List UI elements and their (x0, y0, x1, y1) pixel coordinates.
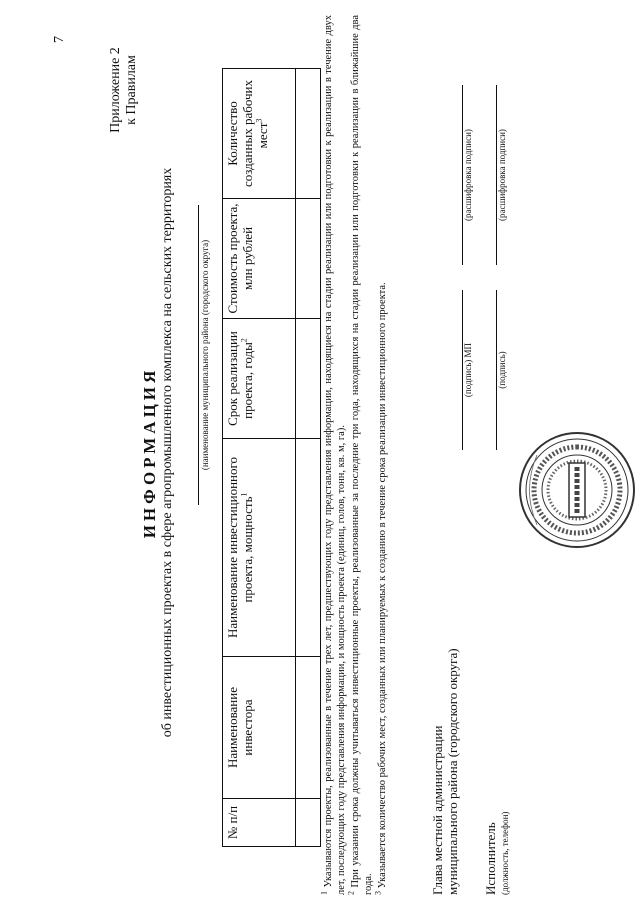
document-title: ИНФОРМАЦИЯ (140, 366, 159, 539)
header-cell-investor: Наименование инвестора (223, 657, 296, 799)
appendix-line-1: Приложение 2 (108, 47, 123, 133)
page-number: 7 (52, 36, 67, 43)
decode-caption-1: (расшифровка подписи) (463, 129, 473, 221)
header-cell-cost: Стоимость проекта, млн рублей (223, 199, 296, 319)
document-subtitle: об инвестиционных проектах в сфере агропромышленного комплекса на сельских территориях (160, 167, 175, 738)
head-sign-field (462, 290, 473, 450)
table-row (296, 69, 321, 847)
appendix-note (108, 25, 140, 155)
sign-mp-caption: (подпись) МП (463, 342, 473, 398)
executor-decode-field (496, 85, 507, 265)
footnote-2: $^2$ При указании срока должны учитываться инвестиционные проекты, реализованные за последние три года, находящихся на стадии реализации или подготовки к реализации в ближайшие два года. (346, 14, 375, 895)
investment-table (222, 68, 321, 847)
footnote-3: $^3$ Указывается количество рабочих мест, созданных или планируемых к созданию в течение срока реализации инвестиционного проекта. (373, 282, 388, 895)
header-cell-number: № п/п (223, 799, 296, 847)
footnote-1: $^1$ Указываются проекты, реализованные в течение трех лет, предшествующих году представления информации, находящиеся на стадии реализации или подготовки к реализации в течение двух лет, последующих году представления информации, и мощность проекта (единиц, голов, тонн, кв. м, га). (319, 14, 348, 895)
appendix-line-2: к Правилам (124, 55, 139, 125)
municipality-field-line (198, 205, 199, 505)
executor-caption: (должность, телефон) (500, 811, 510, 895)
municipality-caption: (наименование муниципального района (городского округа) (200, 239, 210, 471)
header-cell-jobs: Количество созданных рабочих мест$^3$ (223, 69, 296, 199)
header-cell-term: Срок реализации проекта, годы$^2$ (223, 319, 296, 439)
table-header-row (223, 69, 296, 847)
header-cell-project: Наименование инвестиционного проекта, мощность$^1$ (223, 439, 296, 657)
head-signature-block (430, 648, 460, 895)
head-title-line-2: муниципального района (городского округа) (445, 648, 460, 895)
executor-label: Исполнитель (483, 822, 498, 895)
official-stamp (517, 425, 637, 555)
footnotes (319, 14, 389, 895)
head-decode-field (462, 85, 473, 265)
head-title-line-1: Глава местной администрации (430, 725, 445, 895)
executor-sign-field (496, 290, 507, 450)
decode-caption-2: (расшифровка подписи) (497, 129, 507, 221)
sign-caption-2: (подпись) (497, 351, 507, 389)
